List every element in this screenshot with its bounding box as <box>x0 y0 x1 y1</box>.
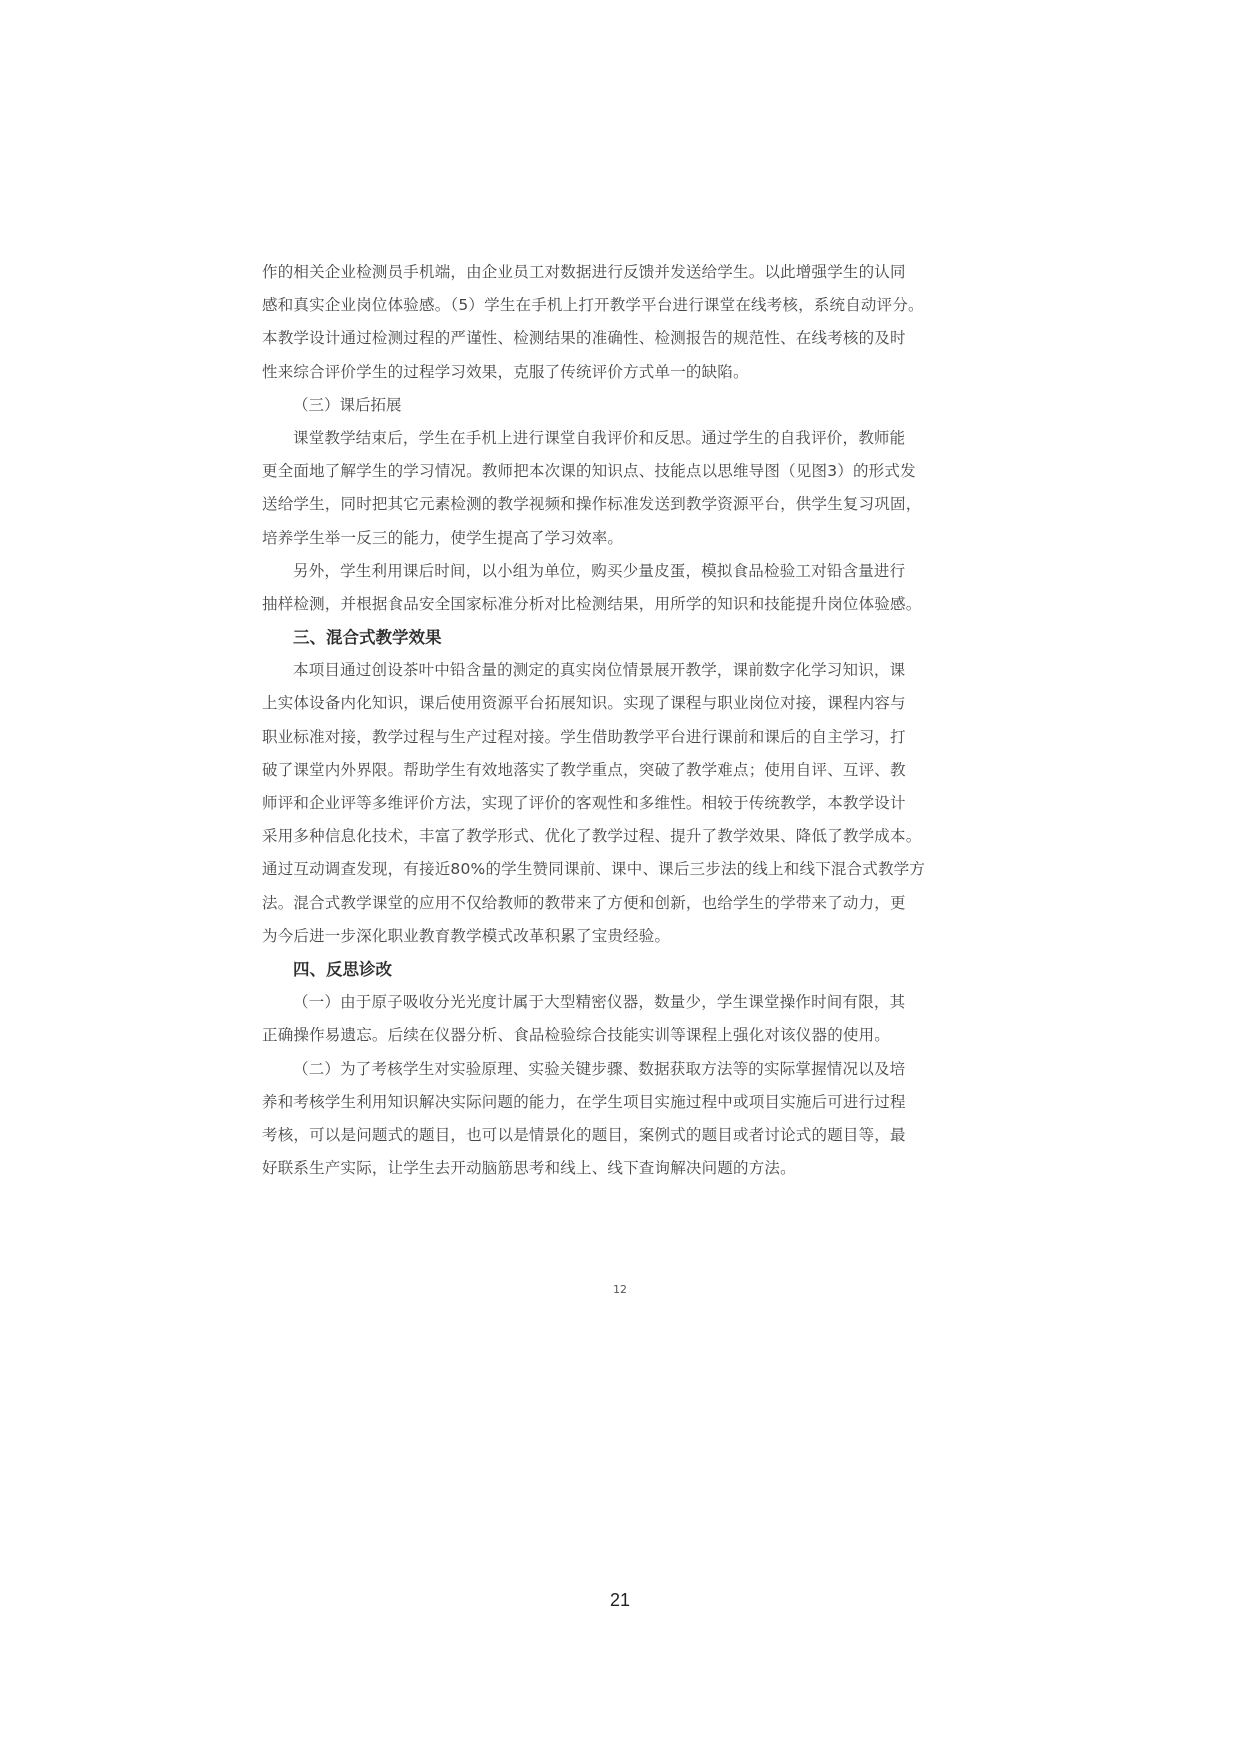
text-line: （一）由于原子吸收分光光度计属于大型精密仪器，数量少，学生课堂操作时间有限，其 <box>293 993 906 1012</box>
text-line: 送给学生，同时把其它元素检测的教学视频和操作标准发送到教学资源平台，供学生复习巩固， <box>262 495 922 514</box>
text-line: 为今后进一步深化职业教育教学模式改革积累了宝贵经验。 <box>262 926 671 945</box>
text-line: 课堂教学结束后，学生在手机上进行课堂自我评价和反思。通过学生的自我评价，教师能 <box>293 428 906 447</box>
subsection-heading-after-class: （三）课后拓展 <box>293 395 402 414</box>
text-line: 考核，可以是问题式的题目，也可以是情景化的题目，案例式的题目或者讨论式的题目等，最 <box>262 1125 906 1144</box>
paragraph-blended-effect <box>262 654 998 953</box>
text-line: 性来综合评价学生的过程学习效果，克服了传统评价方式单一的缺陷。 <box>262 362 749 381</box>
text-line: 破了课堂内外界限。帮助学生有效地落实了教学重点，突破了教学难点；使用自评、互评、教 <box>262 760 906 779</box>
inner-page-number: 12 <box>613 1283 627 1296</box>
document-body <box>262 256 998 1185</box>
section-heading-reflection: 四、反思诊改 <box>293 959 392 979</box>
text-line: 抽样检测，并根据食品安全国家标准分析对比检测结果，用所学的知识和技能提升岗位体验感。 <box>262 594 922 613</box>
paragraph-after-class <box>262 422 998 555</box>
text-line: 职业标准对接，教学过程与生产过程对接。学生借助教学平台进行课前和课后的自主学习，打 <box>262 727 906 746</box>
text-line: 通过互动调查发现，有接近80%的学生赞同课前、课中、课后三步法的线上和线下混合式教学方 <box>262 860 926 879</box>
text-line: 师评和企业评等多维评价方法，实现了评价的客观性和多维性。相较于传统教学，本教学设计 <box>262 794 906 812</box>
text-line: 另外，学生利用课后时间，以小组为单位，购买少量皮蛋，模拟食品检验工对铅含量进行 <box>293 561 906 580</box>
text-line: 更全面地了解学生的学习情况。教师把本次课的知识点、技能点以思维导图（见图3）的形式发 <box>262 462 916 481</box>
paragraph-reflection-1 <box>262 986 998 1052</box>
text-line: 法。混合式教学课堂的应用不仅给教师的教带来了方便和创新，也给学生的学带来了动力，更 <box>262 893 906 912</box>
text-line: （二）为了考核学生对实验原理、实验关键步骤、数据获取方法等的实际掌握情况以及培 <box>293 1059 906 1078</box>
paragraph-extension <box>262 555 998 621</box>
text-line: 采用多种信息化技术，丰富了教学形式、优化了教学过程、提升了教学效果、降低了教学成本。 <box>262 827 922 846</box>
text-line: 养和考核学生利用知识解决实际问题的能力，在学生项目实施过程中或项目实施后可进行过程 <box>262 1092 906 1111</box>
paragraph-evaluation <box>262 256 998 389</box>
text-line: 作的相关企业检测员手机端，由企业员工对数据进行反馈并发送给学生。以此增强学生的认同 <box>262 263 906 281</box>
paragraph-reflection-2 <box>262 1053 998 1186</box>
text-line: 培养学生举一反三的能力，使学生提高了学习效率。 <box>262 528 624 547</box>
text-line: 上实体设备内化知识，课后使用资源平台拓展知识。实现了课程与职业岗位对接，课程内容与 <box>262 694 906 713</box>
text-line: 好联系生产实际，让学生去开动脑筋思考和线上、线下查询解决问题的方法。 <box>262 1159 796 1178</box>
text-line: 正确操作易遗忘。后续在仪器分析、食品检验综合技能实训等课程上强化对该仪器的使用。 <box>262 1026 891 1045</box>
text-line: 本项目通过创设茶叶中铅含量的测定的真实岗位情景展开教学，课前数字化学习知识，课 <box>293 661 906 680</box>
text-line: 感和真实企业岗位体验感。（5）学生在手机上打开教学平台进行课堂在线考核，系统自动评分。 <box>262 296 924 315</box>
text-line: 本教学设计通过检测过程的严谨性、检测结果的准确性、检测报告的规范性、在线考核的及时 <box>262 329 906 348</box>
page-number: 21 <box>609 1590 631 1610</box>
section-heading-blended-effect: 三、混合式教学效果 <box>293 628 442 648</box>
